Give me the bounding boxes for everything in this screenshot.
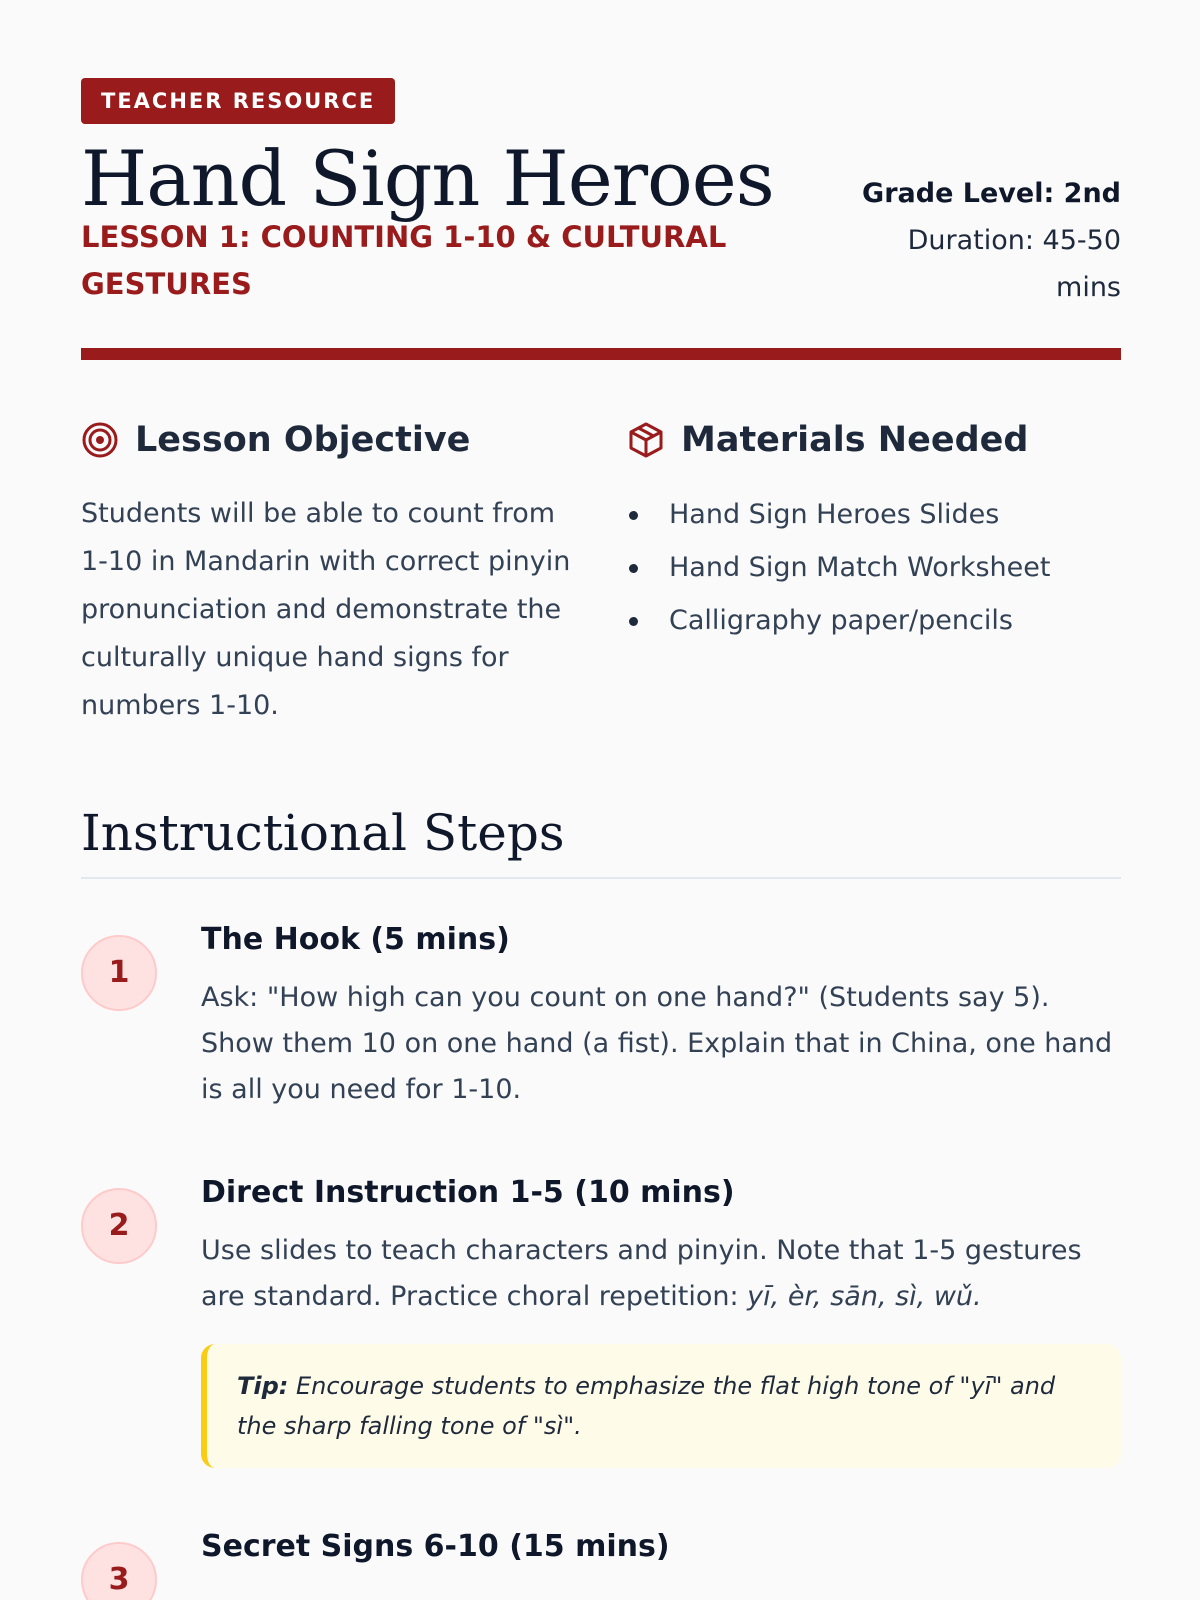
lesson-meta [841,170,1121,311]
tip-label: Tip: [237,1372,289,1400]
step-description [201,1228,1121,1320]
step-description-text: Use slides to teach characters and pinyin. Note that 1-5 gestures are standard. Practice choral repetition: [201,1235,1082,1312]
step-number-badge: 3 [81,1542,157,1600]
materials-heading-row [627,410,1121,470]
step-title: Direct Instruction 1-5 (10 mins) [201,1175,735,1210]
step-number-badge: 2 [81,1188,157,1264]
tip-text: Encourage students to emphasize the flat high tone of "yī" and the sharp falling tone of "sì". [237,1372,1056,1440]
objective-heading: Lesson Objective [135,420,471,460]
list-item: Hand Sign Match Worksheet [627,541,1121,594]
materials-list [627,488,1121,647]
steps-divider [81,877,1121,879]
materials-heading: Materials Needed [681,420,1029,460]
tip-callout [201,1344,1121,1468]
pinyin-sequence: yī, èr, sān, sì, wǔ. [747,1281,982,1312]
grade-level: Grade Level: 2nd [862,178,1121,209]
list-item: Calligraphy paper/pencils [627,594,1121,647]
objective-section [81,410,581,730]
list-item: Hand Sign Heroes Slides [627,488,1121,541]
objective-text: Students will be able to count from 1-10 in Mandarin with correct pinyin pronunciation and demonstrate the culturally unique hand signs for numbers 1-10. [81,498,571,721]
target-icon [81,421,119,459]
step-title: Secret Signs 6-10 (15 mins) [201,1529,670,1564]
step-body [201,1529,1121,1584]
box-icon [627,421,665,459]
step-description: Ask: "How high can you count on one hand?" (Students say 5). Show them 10 on one hand (a fist). Explain that in China, one hand is all you need for 1-10. [201,982,1113,1105]
step-number-badge: 1 [81,935,157,1011]
lesson-subtitle: LESSON 1: COUNTING 1-10 & CULTURAL GESTURES [81,220,727,301]
teacher-resource-badge: TEACHER RESOURCE [81,78,395,124]
page-title: Hand Sign Heroes [81,134,774,223]
step-title: The Hook (5 mins) [201,922,510,957]
header-divider [81,348,1121,360]
step-body [201,1175,1121,1468]
step-body [201,922,1121,1115]
duration: Duration: 45-50 mins [907,225,1121,303]
materials-section [627,410,1121,647]
steps-heading: Instructional Steps [81,804,565,862]
objective-heading-row [81,410,581,470]
lesson-header [81,78,1121,360]
